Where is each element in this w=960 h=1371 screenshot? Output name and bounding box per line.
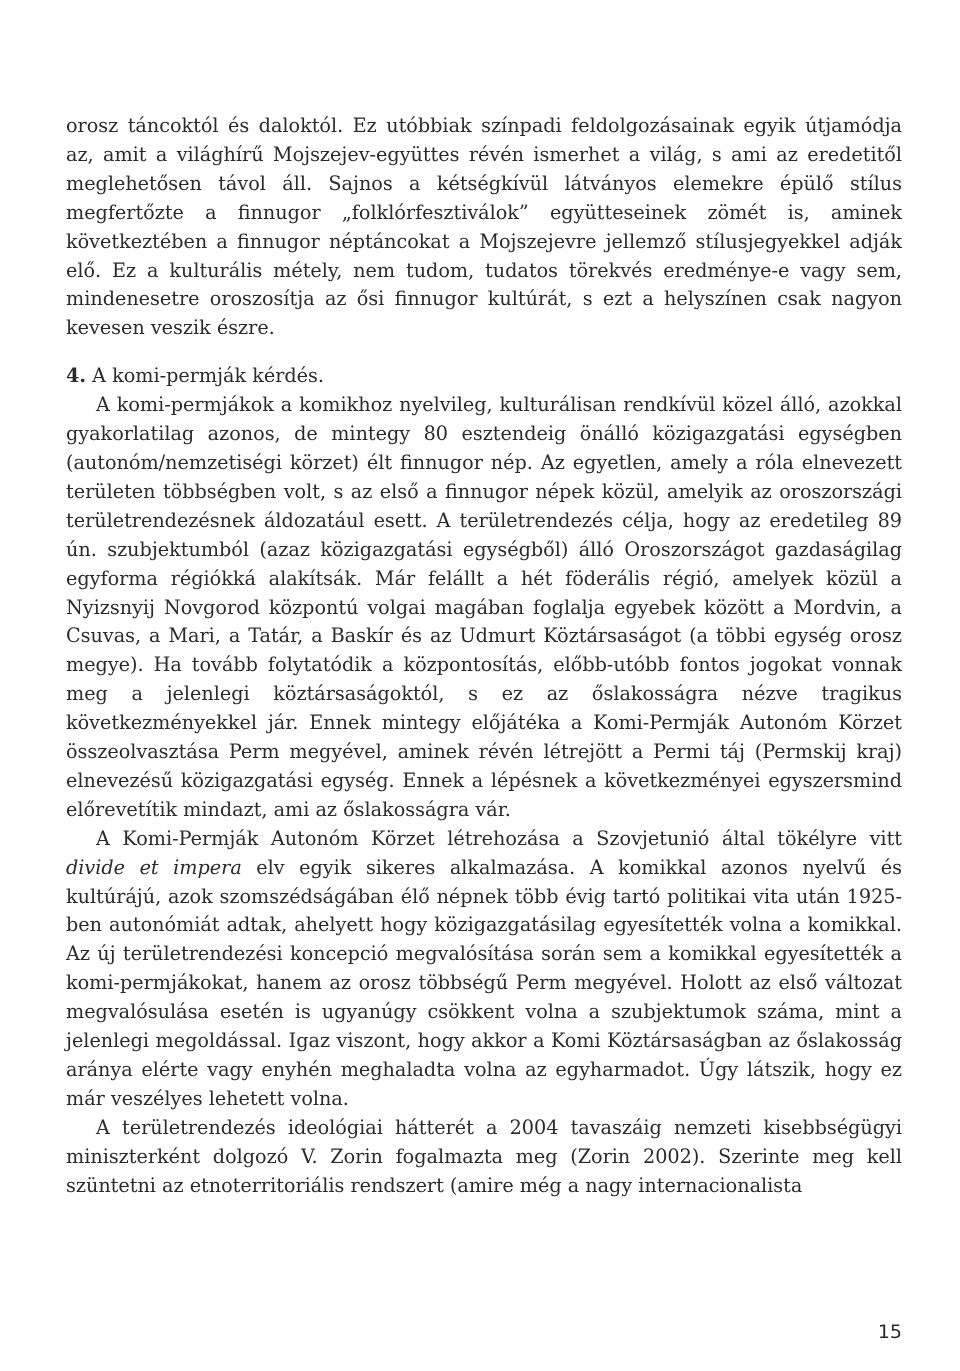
section-title: A komi-permják kérdés. (92, 364, 324, 388)
page-number: 15 (877, 1321, 902, 1343)
paragraph-1: orosz táncoktól és daloktól. Ez utóbbiak színpadi feldolgozásainak egyik útjamódja az, amit a világhírű Mojszejev-együttes révén ismerhet a világ, s ami az eredetitől meglehetősen távol áll. Sajnos a kétségkívül látványos elemekre épülő stílus megfertőzte a finnugor „folklórfesztiválok” együtteseinek zömét is, aminek következtében a finnugor néptáncokat a Mojszejevre jellemző stílusjegyekkel adják elő. Ez a kulturális métely, nem tudom, tudatos törekvés eredménye-e vagy sem, mindenesetre oroszosítja az ősi finnugor kultúrát, s ezt a helyszínen csak nagyon kevesen veszik észre. (66, 114, 902, 340)
paragraph-3 (66, 825, 902, 1114)
section-number: 4. (66, 364, 87, 388)
paragraph-4: A területrendezés ideológiai hátterét a 2004 tavaszáig nemzeti kisebbségügyi miniszterként dolgozó V. Zorin fogalmazta meg (Zorin 2002). Szerinte meg kell szüntetni az etnoterritoriális rendszert (amire még a nagy internacionalista (66, 1115, 902, 1197)
paragraph-2: A komi-permjákok a komikhoz nyelvileg, kulturálisan rendkívül közel álló, azokkal gyakorlatilag azonos, de mintegy 80 esztendeig önálló közigazgatási egységben (autonóm/nemzetiségi körzet) élt finnugor nép. Az egyetlen, amely a róla elnevezett területen többségben volt, s az első a finnugor népek közül, amelyik az oroszországi területrendezésnek áldozatául esett. A területrendezés célja, hogy az eredetileg 89 ún. szubjektumból (azaz közigazgatási egységből) álló Oroszországot gazdaságilag egyforma régiókká alakítsák. Már felállt a hét föderális régió, amelyek közül a Nyizsnyij Novgorod központú volgai magában foglalja egyebek között a Mordvin, a Csuvas, a Mari, a Tatár, a Baskír és az Udmurt Köztársaságot (a többi egység orosz megye). Ha tovább folytatódik a központosítás, előbb-utóbb fontos jogokat vonnak meg a jelenlegi köztársaságoktól, s ez az őslakosságra nézve tragikus következményekkel jár. Ennek mintegy előjátéka a Komi-Permják Autonóm Körzet összeolvasztása Perm megyével, aminek révén létrejött a Permi táj (Permskij kraj) elnevezésű közigazgatási egység. Ennek a lépésnek a következményei egyszersmind előrevetítik mindazt, ami az őslakosságra vár. (66, 393, 902, 821)
paragraph-3-text-end: elv egyik sikeres alkalmazása. A komikkal azonos nyelvű és kultúrájú, azok szomszédságában élő népnek több évig tartó politikai vita után 1925-ben autonómiát adtak, ahelyett hogy közigazgatásilag egyesítették volna a komikkal. Az új területrendezési koncepció megvalósítása során sem a komikkal egyesítették a komi-permjákokat, hanem az orosz többségű Perm megyével. Holott az első változat megvalósulása esetén is ugyanúgy csökkent volna a szubjektumok száma, mint a jelenlegi megoldással. Igaz viszont, hogy akkor a Komi Köztársaságban az őslakosság aránya elérte vagy enyhén meghaladta volna az egyharmadot. Úgy látszik, hogy ez már veszélyes lehetett volna. (66, 855, 902, 1110)
page-body (66, 112, 902, 1201)
section-heading (66, 362, 902, 391)
paragraph-3-text-start: A Komi-Permják Autonóm Körzet létrehozása a Szovjetunió által tökélyre vitt (96, 826, 902, 850)
paragraph-3-italic-phrase: divide et impera (66, 855, 242, 879)
